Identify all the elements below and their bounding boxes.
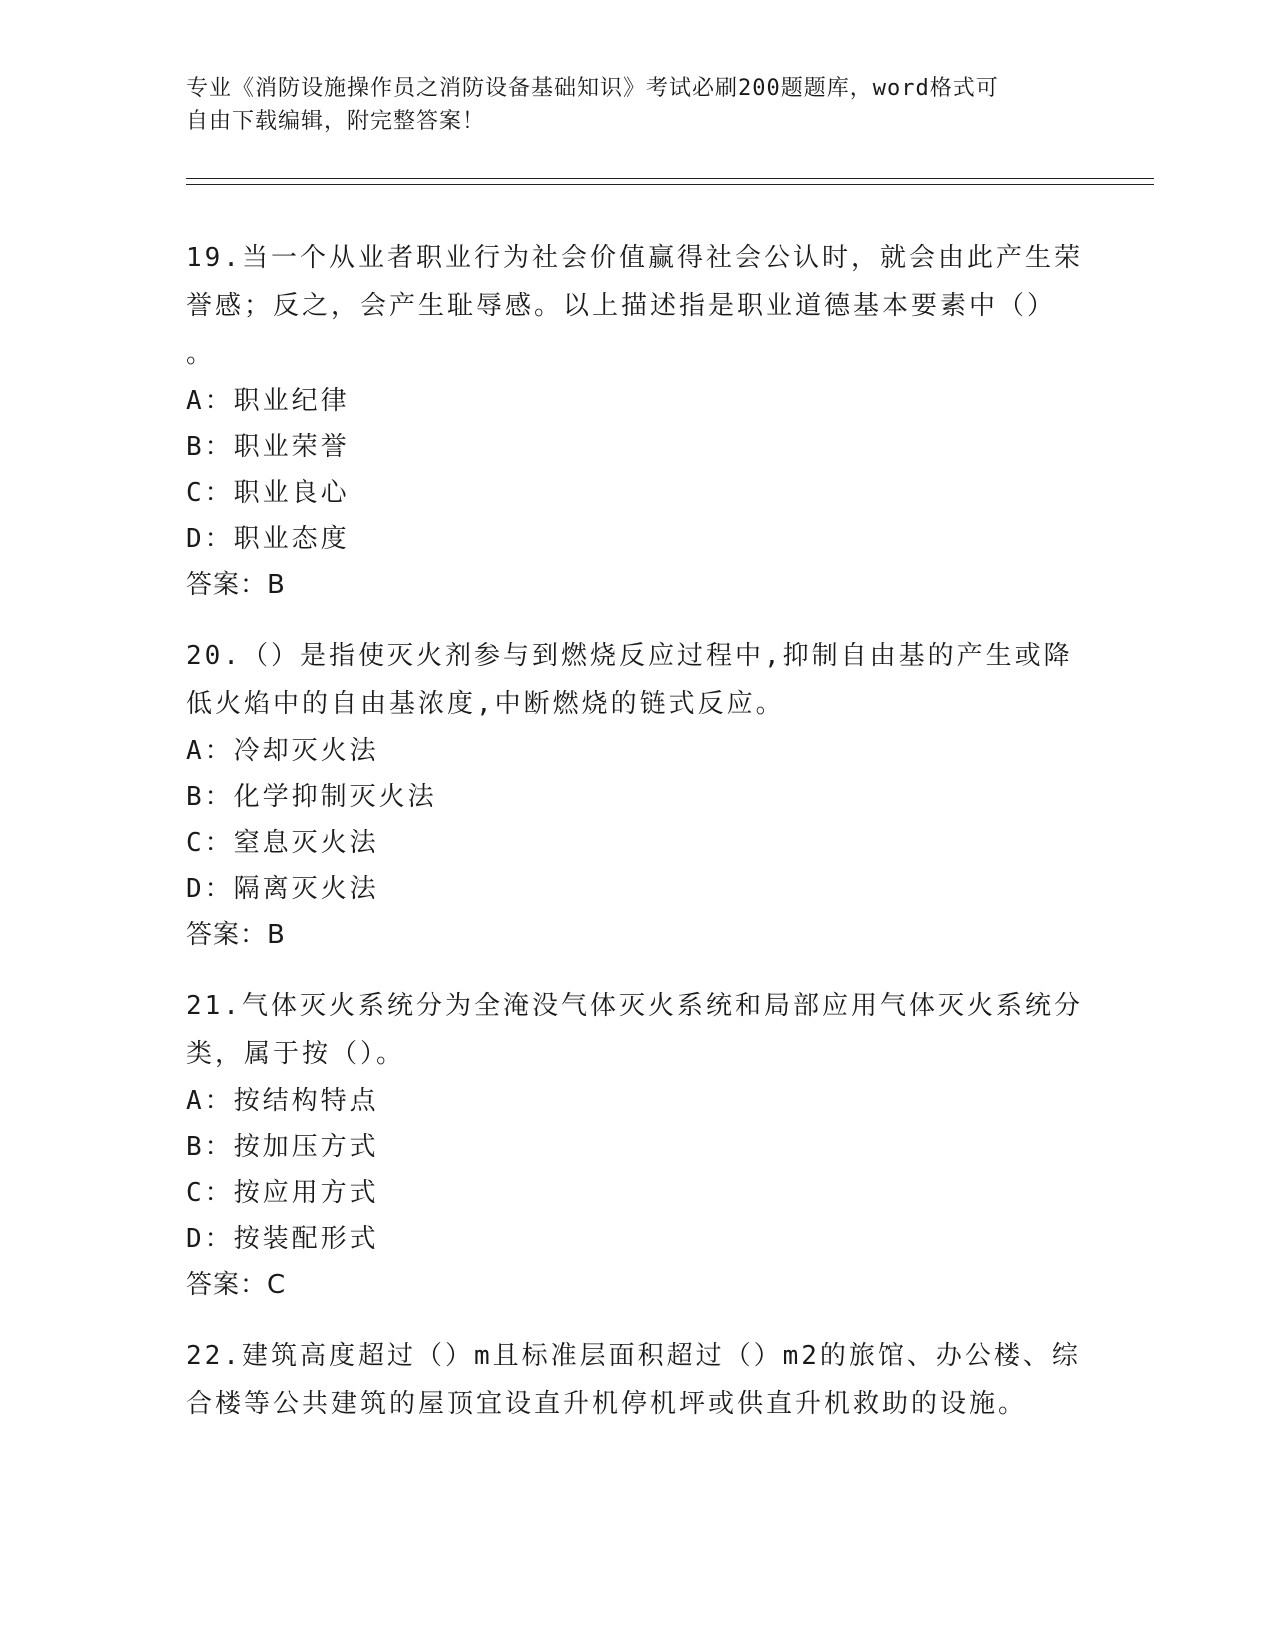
question-text: 21.气体灭火系统分为全淹没气体灭火系统和局部应用气体灭火系统分类，属于按（）。 — [186, 991, 1083, 1069]
option-c: C：职业良心 — [186, 478, 350, 508]
question-21 — [186, 982, 1086, 1308]
question-text: 20.（）是指使灭火剂参与到燃烧反应过程中,抑制自由基的产生或降低火焰中的自由基浓度,中断燃烧的链式反应。 — [186, 641, 1073, 719]
option-d: D：职业态度 — [186, 524, 350, 554]
answer: 答案：B — [186, 570, 286, 600]
question-22 — [186, 1332, 1086, 1428]
option-a: A：按结构特点 — [186, 1086, 379, 1116]
question-list — [186, 234, 1086, 1452]
header-line-1: 专业《消防设施操作员之消防设备基础知识》考试必刷200题题库，word格式可 — [186, 76, 999, 101]
header-line-2: 自由下载编辑，附完整答案！ — [186, 109, 486, 134]
option-c: C：按应用方式 — [186, 1178, 379, 1208]
answer: 答案：C — [186, 1270, 287, 1300]
answer: 答案：B — [186, 920, 286, 950]
option-a: A：职业纪律 — [186, 386, 350, 416]
option-c: C：窒息灭火法 — [186, 828, 379, 858]
document-header — [186, 72, 1066, 138]
question-text: 22.建筑高度超过（）m且标准层面积超过（）m2的旅馆、办公楼、综合楼等公共建筑的屋顶宜设直升机停机坪或供直升机救助的设施。 — [186, 1341, 1081, 1419]
question-19 — [186, 234, 1086, 608]
question-20 — [186, 632, 1086, 958]
header-divider — [186, 178, 1154, 185]
option-d: D：隔离灭火法 — [186, 874, 379, 904]
option-b: B：职业荣誉 — [186, 432, 350, 462]
question-text-tail: 。 — [186, 339, 216, 369]
option-d: D：按装配形式 — [186, 1224, 379, 1254]
question-text: 19.当一个从业者职业行为社会价值赢得社会公认时，就会由此产生荣誉感；反之，会产生耻辱感。以上描述指是职业道德基本要素中（） — [186, 243, 1083, 321]
option-b: B：化学抑制灭火法 — [186, 782, 437, 812]
option-b: B：按加压方式 — [186, 1132, 379, 1162]
option-a: A：冷却灭火法 — [186, 736, 379, 766]
